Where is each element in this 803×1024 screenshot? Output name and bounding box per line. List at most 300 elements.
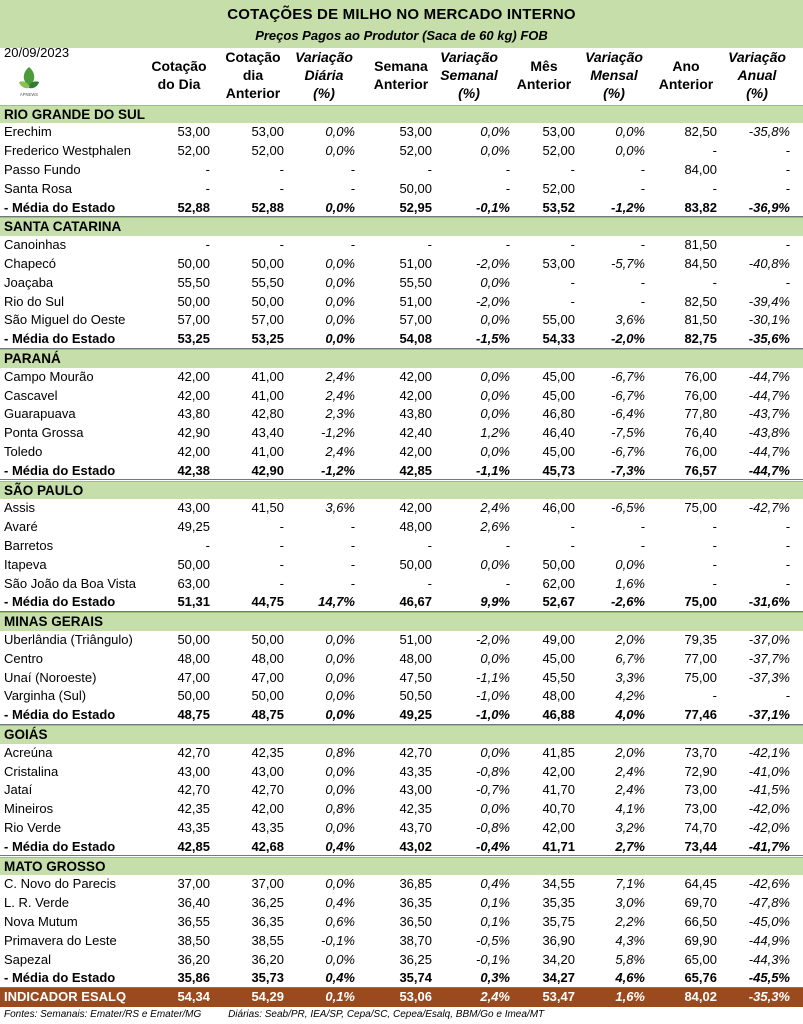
price-cell: 0,4% xyxy=(325,970,355,986)
price-cell: 50,00 xyxy=(177,688,210,704)
price-cell: - xyxy=(279,575,284,591)
price-cell: 54,08 xyxy=(399,331,432,347)
price-cell: 43,00 xyxy=(177,500,210,516)
column-header-line: Cotação xyxy=(225,49,281,65)
price-cell: - xyxy=(427,161,432,177)
row-label: Rio Verde xyxy=(4,819,62,835)
column-header-line: Variação xyxy=(295,49,353,65)
price-cell: 35,73 xyxy=(251,970,284,986)
row-label: Uberlândia (Triângulo) xyxy=(4,631,133,647)
price-cell: 0,0% xyxy=(480,143,510,159)
price-cell: 41,50 xyxy=(251,500,284,516)
price-cell: 0,6% xyxy=(325,913,355,929)
table-row xyxy=(0,744,803,763)
price-cell: 76,00 xyxy=(684,368,717,384)
price-cell: 45,50 xyxy=(542,669,575,685)
row-label: Mineiros xyxy=(4,801,54,817)
price-cell: 57,00 xyxy=(399,312,432,328)
price-cell: 38,55 xyxy=(251,932,284,948)
price-cell: -30,1% xyxy=(748,312,790,328)
column-header-line: Anterior xyxy=(225,85,281,101)
price-cell: - xyxy=(640,293,645,309)
table-row xyxy=(0,255,803,274)
price-cell: - xyxy=(640,519,645,535)
price-cell: - xyxy=(785,143,790,159)
price-cell: 2,4% xyxy=(480,989,510,1005)
column-header-line: Semana xyxy=(374,58,428,74)
price-cell: 53,25 xyxy=(251,331,284,347)
price-cell: 43,80 xyxy=(177,406,210,422)
price-cell: 2,4% xyxy=(325,368,355,384)
column-header-line: Anterior xyxy=(516,76,572,92)
price-cell: 0,0% xyxy=(480,744,510,760)
price-cell: - xyxy=(205,537,210,553)
price-cell: 35,75 xyxy=(542,913,575,929)
price-cell: 55,50 xyxy=(399,274,432,290)
price-cell: 57,00 xyxy=(177,312,210,328)
price-cell: 36,35 xyxy=(251,913,284,929)
price-cell: 46,67 xyxy=(399,594,432,610)
price-cell: 42,70 xyxy=(177,782,210,798)
column-header-line: Variação xyxy=(585,49,643,65)
price-cell: 53,52 xyxy=(542,199,575,215)
price-cell: 45,73 xyxy=(542,462,575,478)
price-cell: 0,0% xyxy=(325,707,355,723)
price-cell: 0,0% xyxy=(325,143,355,159)
price-cell: 77,80 xyxy=(684,406,717,422)
price-cell: 50,00 xyxy=(399,180,432,196)
price-cell: 4,2% xyxy=(615,688,645,704)
table-row xyxy=(0,575,803,594)
price-cell: - xyxy=(785,537,790,553)
price-cell: 48,75 xyxy=(251,707,284,723)
table-row xyxy=(0,669,803,688)
price-cell: - xyxy=(640,537,645,553)
price-cell: 63,00 xyxy=(177,575,210,591)
row-label: Campo Mourão xyxy=(4,368,94,384)
table-row xyxy=(0,800,803,819)
row-label: Acreúna xyxy=(4,744,53,760)
report-subtitle: Preços Pagos ao Produtor (Saca de 60 kg) FOB xyxy=(255,28,548,43)
table-row xyxy=(0,123,803,142)
price-cell: -42,0% xyxy=(748,819,790,835)
row-label: C. Novo do Parecis xyxy=(4,876,116,892)
price-cell: 35,86 xyxy=(177,970,210,986)
price-cell: 43,00 xyxy=(177,763,210,779)
row-label: Frederico Westphalen xyxy=(4,143,131,159)
price-cell: 0,0% xyxy=(325,650,355,666)
price-cell: 75,00 xyxy=(684,669,717,685)
svg-text:APNEWS: APNEWS xyxy=(19,92,39,97)
price-cell: -36,9% xyxy=(748,199,790,215)
price-cell: - xyxy=(505,161,510,177)
column-header xyxy=(507,57,581,93)
price-cell: -5,7% xyxy=(611,255,645,271)
price-cell: - xyxy=(570,161,575,177)
price-cell: -44,7% xyxy=(748,387,790,403)
price-cell: 2,4% xyxy=(480,500,510,516)
row-label: - Média do Estado xyxy=(4,838,116,854)
price-cell: 72,90 xyxy=(684,763,717,779)
price-cell: 0,0% xyxy=(480,124,510,140)
row-label: Jataí xyxy=(4,782,33,798)
price-cell: - xyxy=(712,537,717,553)
price-cell: 37,00 xyxy=(177,876,210,892)
price-cell: - xyxy=(505,237,510,253)
price-cell: 50,00 xyxy=(177,255,210,271)
row-label: Centro xyxy=(4,650,44,666)
state-average-row xyxy=(0,706,803,725)
state-name: SÃO PAULO xyxy=(4,482,84,498)
price-cell: 0,0% xyxy=(325,819,355,835)
table-row xyxy=(0,443,803,462)
row-label: - Média do Estado xyxy=(4,462,116,478)
price-cell: -1,1% xyxy=(476,669,510,685)
price-cell: 46,00 xyxy=(542,500,575,516)
price-cell: 2,6% xyxy=(480,519,510,535)
price-cell: 44,75 xyxy=(251,594,284,610)
price-cell: 0,0% xyxy=(325,951,355,967)
price-cell: 0,0% xyxy=(325,688,355,704)
column-header xyxy=(720,48,794,102)
column-header-line: Mensal xyxy=(590,67,638,83)
price-cell: 43,00 xyxy=(251,763,284,779)
row-label: Toledo xyxy=(4,443,43,459)
price-cell: 47,50 xyxy=(399,669,432,685)
price-cell: 43,35 xyxy=(177,819,210,835)
price-cell: 84,02 xyxy=(684,989,717,1005)
price-cell: - xyxy=(350,537,355,553)
price-cell: 36,90 xyxy=(542,932,575,948)
price-cell: -6,7% xyxy=(611,443,645,459)
row-label: Guarapuava xyxy=(4,406,76,422)
row-label: Unaí (Noroeste) xyxy=(4,669,97,685)
row-label: - Média do Estado xyxy=(4,199,116,215)
state-section-header xyxy=(0,481,803,500)
price-cell: -40,8% xyxy=(748,255,790,271)
price-cell: 41,00 xyxy=(251,368,284,384)
price-cell: - xyxy=(640,274,645,290)
price-cell: -42,6% xyxy=(748,876,790,892)
price-cell: 0,0% xyxy=(325,763,355,779)
price-cell: 42,85 xyxy=(399,462,432,478)
price-cell: 73,44 xyxy=(684,838,717,854)
price-cell: - xyxy=(350,161,355,177)
price-cell: 3,6% xyxy=(615,312,645,328)
column-header-line: Variação xyxy=(728,49,786,65)
price-cell: 2,0% xyxy=(615,631,645,647)
price-cell: 36,35 xyxy=(399,895,432,911)
state-name: MINAS GERAIS xyxy=(4,614,104,630)
row-label: Itapeva xyxy=(4,556,47,572)
price-cell: - xyxy=(785,556,790,572)
price-cell: 45,00 xyxy=(542,387,575,403)
price-cell: - xyxy=(350,237,355,253)
price-cell: - xyxy=(350,180,355,196)
price-cell: -0,4% xyxy=(476,838,510,854)
price-cell: 42,90 xyxy=(251,462,284,478)
price-cell: - xyxy=(205,180,210,196)
report-date: 20/09/2023 xyxy=(4,45,70,60)
price-cell: 3,2% xyxy=(615,819,645,835)
price-cell: 46,80 xyxy=(542,406,575,422)
column-header xyxy=(364,57,438,93)
price-cell: - xyxy=(785,180,790,196)
price-cell: 84,00 xyxy=(684,161,717,177)
row-label: Rio do Sul xyxy=(4,293,64,309)
column-header-line: Variação xyxy=(440,49,498,65)
price-cell: 0,0% xyxy=(480,801,510,817)
row-label: Ponta Grossa xyxy=(4,425,84,441)
price-cell: -41,5% xyxy=(748,782,790,798)
price-cell: 50,00 xyxy=(251,255,284,271)
price-cell: 45,00 xyxy=(542,443,575,459)
row-label: Sapezal xyxy=(4,951,51,967)
price-cell: - xyxy=(350,575,355,591)
price-cell: 46,40 xyxy=(542,425,575,441)
price-cell: 36,20 xyxy=(251,951,284,967)
column-header-line: Ano xyxy=(672,58,700,74)
price-cell: 69,70 xyxy=(684,895,717,911)
price-cell: - xyxy=(427,537,432,553)
column-header xyxy=(649,57,723,93)
price-cell: -44,7% xyxy=(748,443,790,459)
price-cell: -42,1% xyxy=(748,744,790,760)
price-cell: 36,50 xyxy=(399,913,432,929)
price-cell: 53,00 xyxy=(399,124,432,140)
price-cell: 0,1% xyxy=(480,913,510,929)
state-average-row xyxy=(0,969,803,988)
price-cell: 0,0% xyxy=(325,331,355,347)
price-cell: -45,5% xyxy=(748,970,790,986)
table-row xyxy=(0,875,803,894)
price-cell: 6,7% xyxy=(615,650,645,666)
price-cell: -37,0% xyxy=(748,631,790,647)
price-cell: 36,40 xyxy=(177,895,210,911)
price-cell: - xyxy=(570,274,575,290)
price-cell: 0,0% xyxy=(480,368,510,384)
price-cell: 65,76 xyxy=(684,970,717,986)
price-cell: -2,0% xyxy=(476,293,510,309)
price-cell: 51,00 xyxy=(399,255,432,271)
price-cell: 0,0% xyxy=(615,124,645,140)
state-average-row xyxy=(0,199,803,218)
price-cell: 42,00 xyxy=(542,763,575,779)
price-cell: 0,0% xyxy=(325,782,355,798)
row-label: Primavera do Leste xyxy=(4,932,117,948)
price-cell: -6,7% xyxy=(611,387,645,403)
price-cell: 0,4% xyxy=(480,876,510,892)
price-cell: 42,80 xyxy=(251,406,284,422)
price-cell: 0,0% xyxy=(325,199,355,215)
price-cell: 53,25 xyxy=(177,331,210,347)
price-cell: - xyxy=(712,519,717,535)
price-cell: - xyxy=(785,161,790,177)
table-row xyxy=(0,537,803,556)
row-label: - Média do Estado xyxy=(4,707,116,723)
price-cell: -2,6% xyxy=(611,594,645,610)
price-cell: 7,1% xyxy=(615,876,645,892)
table-row xyxy=(0,819,803,838)
row-label: Chapecó xyxy=(4,255,57,271)
price-cell: -37,3% xyxy=(748,669,790,685)
column-header-line: (%) xyxy=(746,85,768,101)
price-cell: 35,35 xyxy=(542,895,575,911)
price-cell: 64,45 xyxy=(684,876,717,892)
row-label: Assis xyxy=(4,500,36,516)
price-cell: 4,1% xyxy=(615,801,645,817)
price-cell: 0,0% xyxy=(325,669,355,685)
price-cell: 0,0% xyxy=(480,650,510,666)
price-cell: 48,75 xyxy=(177,707,210,723)
price-cell: 43,35 xyxy=(399,763,432,779)
price-cell: 34,55 xyxy=(542,876,575,892)
price-cell: 0,0% xyxy=(480,443,510,459)
price-cell: 55,00 xyxy=(542,312,575,328)
price-cell: 0,0% xyxy=(615,556,645,572)
price-cell: - xyxy=(570,537,575,553)
price-cell: 2,4% xyxy=(325,387,355,403)
footer-weekly-sources: Fontes: Semanais: Emater/RS e Emater/MG xyxy=(4,1009,202,1020)
price-cell: - xyxy=(279,237,284,253)
price-cell: 9,9% xyxy=(480,594,510,610)
table-row xyxy=(0,293,803,312)
price-cell: 0,1% xyxy=(480,895,510,911)
row-label: Erechim xyxy=(4,124,52,140)
price-cell: 4,3% xyxy=(615,932,645,948)
price-cell: 0,4% xyxy=(325,838,355,854)
price-cell: 50,00 xyxy=(177,631,210,647)
column-header-line: Anterior xyxy=(373,76,429,92)
price-cell: 42,70 xyxy=(251,782,284,798)
price-cell: 52,00 xyxy=(542,143,575,159)
price-cell: 40,70 xyxy=(542,801,575,817)
price-cell: -7,5% xyxy=(611,425,645,441)
price-cell: 75,00 xyxy=(684,500,717,516)
row-label: INDICADOR ESALQ xyxy=(4,989,127,1005)
price-cell: -44,9% xyxy=(748,932,790,948)
price-cell: -41,7% xyxy=(748,838,790,854)
price-cell: 42,00 xyxy=(399,387,432,403)
price-cell: 53,47 xyxy=(542,989,575,1005)
row-label: Varginha (Sul) xyxy=(4,688,87,704)
price-cell: 53,00 xyxy=(177,124,210,140)
price-cell: -2,0% xyxy=(476,631,510,647)
price-cell: 62,00 xyxy=(542,575,575,591)
price-cell: - xyxy=(640,180,645,196)
table-row xyxy=(0,161,803,180)
price-cell: 55,50 xyxy=(251,274,284,290)
table-row xyxy=(0,424,803,443)
price-cell: 41,00 xyxy=(251,387,284,403)
row-label: Cascavel xyxy=(4,387,58,403)
row-label: L. R. Verde xyxy=(4,895,70,911)
price-cell: 48,00 xyxy=(251,650,284,666)
table-row xyxy=(0,236,803,255)
price-cell: -1,1% xyxy=(476,462,510,478)
price-cell: 42,00 xyxy=(399,500,432,516)
price-cell: 47,00 xyxy=(177,669,210,685)
price-cell: 79,35 xyxy=(684,631,717,647)
price-cell: -35,8% xyxy=(748,124,790,140)
column-header-line: Anual xyxy=(737,67,777,83)
price-cell: 52,00 xyxy=(177,143,210,159)
row-label: Avaré xyxy=(4,519,38,535)
sources-footer xyxy=(4,1009,568,1020)
table-row xyxy=(0,650,803,669)
price-cell: -0,1% xyxy=(476,199,510,215)
price-cell: - xyxy=(712,575,717,591)
price-cell: -43,8% xyxy=(748,425,790,441)
column-header-line: dia xyxy=(242,67,264,83)
price-cell: 51,00 xyxy=(399,293,432,309)
state-section-header xyxy=(0,725,803,744)
price-cell: 66,50 xyxy=(684,913,717,929)
table-row xyxy=(0,781,803,800)
column-header-line: (%) xyxy=(603,85,625,101)
price-cell: - xyxy=(279,180,284,196)
price-cell: -1,5% xyxy=(476,331,510,347)
price-cell: 41,85 xyxy=(542,744,575,760)
table-row xyxy=(0,142,803,161)
state-section-header xyxy=(0,349,803,368)
table-row xyxy=(0,556,803,575)
price-cell: 42,00 xyxy=(251,801,284,817)
price-cell: 36,20 xyxy=(177,951,210,967)
price-cell: 43,70 xyxy=(399,819,432,835)
price-cell: 48,00 xyxy=(399,519,432,535)
price-cell: 81,50 xyxy=(684,312,717,328)
price-cell: 45,00 xyxy=(542,650,575,666)
price-cell: 2,4% xyxy=(615,782,645,798)
column-header-line: Semanal xyxy=(440,67,498,83)
price-cell: -7,3% xyxy=(611,462,645,478)
price-cell: 42,00 xyxy=(177,387,210,403)
price-cell: 0,0% xyxy=(480,312,510,328)
price-cell: - xyxy=(785,274,790,290)
price-cell: 0,0% xyxy=(615,143,645,159)
price-cell: 76,40 xyxy=(684,425,717,441)
table-row xyxy=(0,499,803,518)
price-cell: 0,0% xyxy=(325,274,355,290)
price-cell: -42,0% xyxy=(748,801,790,817)
state-section-header xyxy=(0,857,803,876)
column-header-line: Diária xyxy=(304,67,344,83)
price-cell: - xyxy=(570,519,575,535)
state-average-row xyxy=(0,593,803,612)
price-cell: 3,3% xyxy=(615,669,645,685)
price-cell: 42,90 xyxy=(177,425,210,441)
price-cell: 2,2% xyxy=(615,913,645,929)
state-section-header xyxy=(0,612,803,631)
price-cell: -6,4% xyxy=(611,406,645,422)
price-cell: -6,7% xyxy=(611,368,645,384)
price-cell: 0,0% xyxy=(480,406,510,422)
state-name: GOIÁS xyxy=(4,726,48,742)
price-cell: 50,00 xyxy=(177,556,210,572)
table-row xyxy=(0,405,803,424)
price-cell: 52,00 xyxy=(251,143,284,159)
price-cell: 42,00 xyxy=(542,819,575,835)
table-row xyxy=(0,913,803,932)
report-title: COTAÇÕES DE MILHO NO MERCADO INTERNO xyxy=(227,6,576,23)
table-row xyxy=(0,518,803,537)
price-cell: 42,40 xyxy=(399,425,432,441)
price-cell: 34,20 xyxy=(542,951,575,967)
column-header xyxy=(142,57,216,93)
price-cell: - xyxy=(505,537,510,553)
price-cell: 50,50 xyxy=(399,688,432,704)
